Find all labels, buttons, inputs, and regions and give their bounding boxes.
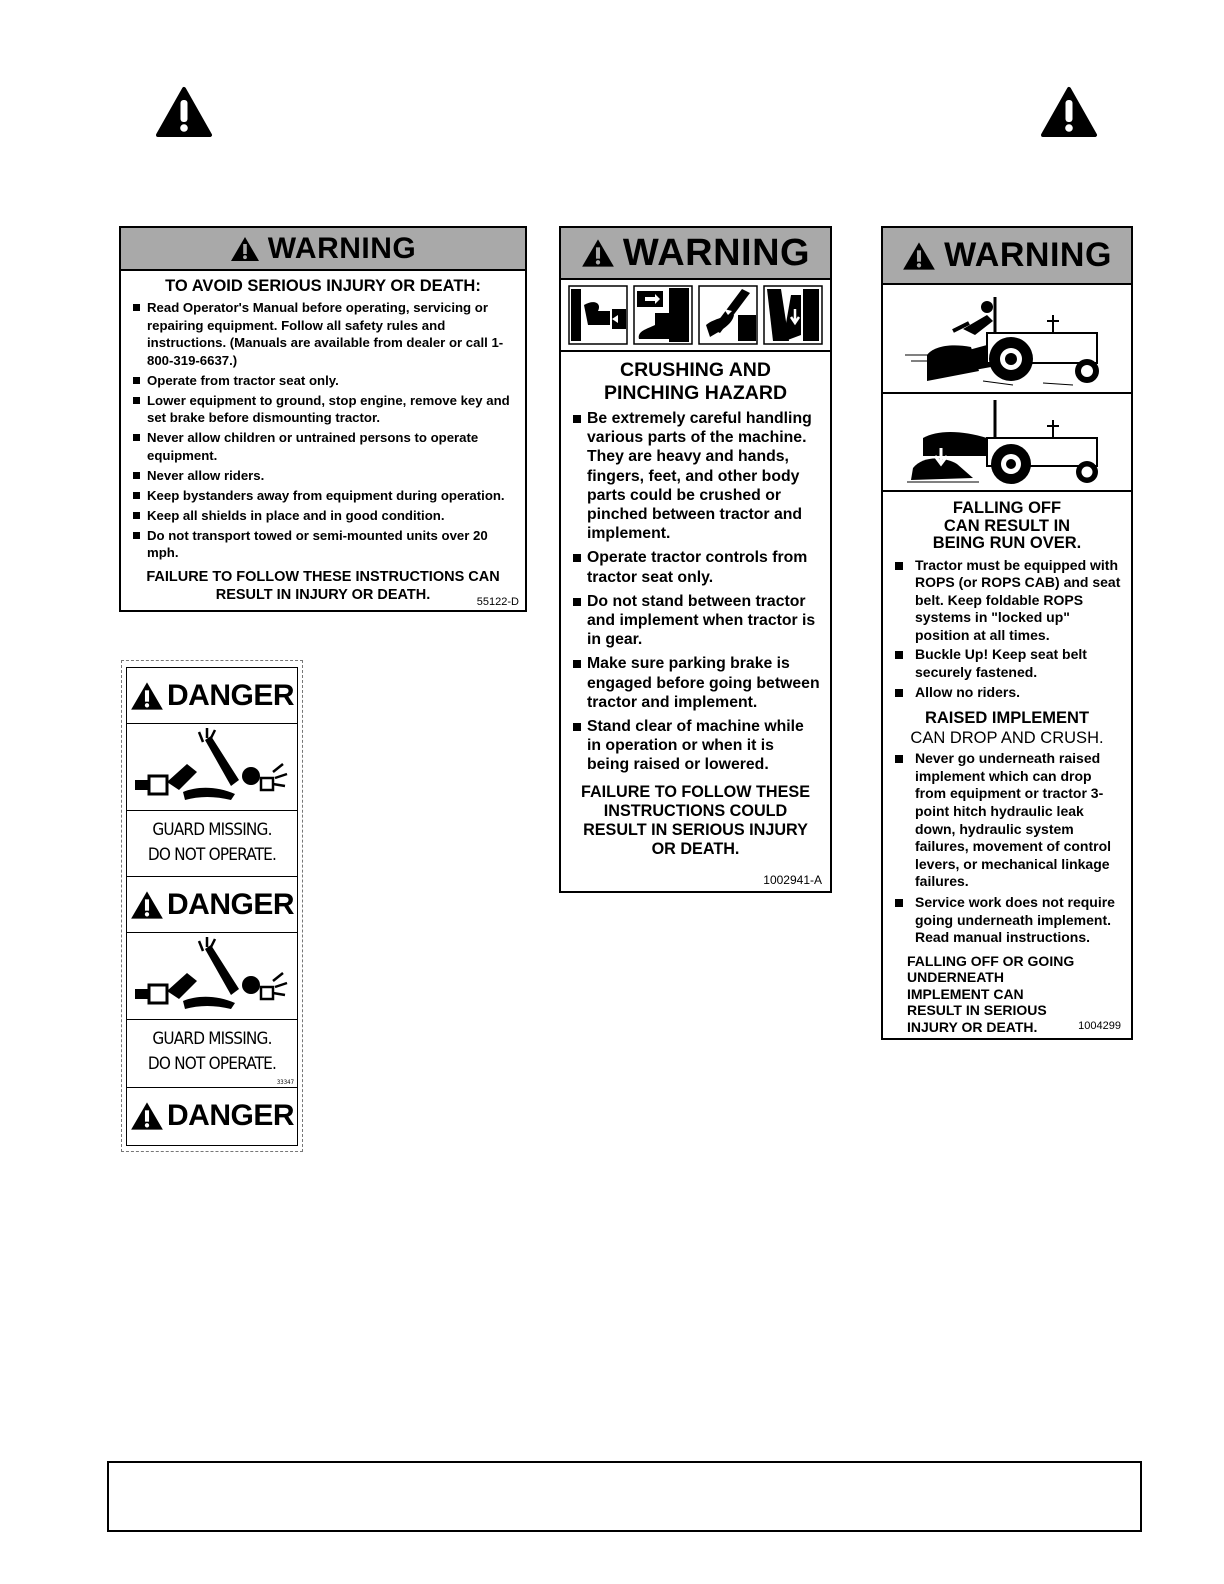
list-item: Allow no riders. (893, 684, 1123, 702)
heading-line: CAN RESULT IN (943, 516, 1071, 535)
list-item: Never go underneath raised implement which can drop from equipment or tractor 3-point hitch hydraulic leak down, hydraulic system failures, movement of control levers, or mechanical linkage failures. (893, 750, 1123, 891)
hand-pinch-icon (698, 285, 758, 345)
decal-heading: TO AVOID SERIOUS INJURY OR DEATH: (165, 277, 481, 295)
warning-triangle-icon (130, 1101, 164, 1131)
danger-header (127, 668, 297, 724)
decal-footer: FAILURE TO FOLLOW THESE INSTRUCTIONS CAN RESULT IN INJURY OR DEATH. (146, 568, 500, 603)
driveline-entanglement-icon (127, 933, 296, 1018)
hand-crush-icon (568, 285, 628, 345)
list-item: Never allow riders. (131, 467, 517, 485)
warning-triangle-icon (130, 890, 164, 920)
warning-triangle-icon (1040, 86, 1098, 138)
decal-footer: FALLING OFF OR GOING UNDERNEATH IMPLEMENT CAN RESULT IN SERIOUS INJURY OR DEATH. (907, 952, 1075, 1035)
list-item: Lower equipment to ground, stop engine, remove key and set brake before dismounting tractor. (131, 392, 517, 427)
warning-triangle-icon (130, 681, 164, 711)
list-item: Make sure parking brake is engaged before going between tractor and implement. (571, 654, 820, 712)
decal-code: 1004299 (1078, 1020, 1121, 1032)
warning-decal-55122 (119, 226, 527, 612)
list-item: Buckle Up! Keep seat belt securely fastened. (893, 646, 1123, 681)
signal-word: DANGER (166, 1099, 294, 1132)
signal-word: WARNING (944, 236, 1112, 274)
warning-header (121, 228, 525, 271)
safety-instructions-list (893, 557, 1123, 702)
list-item: Keep bystanders away from equipment during operation. (131, 487, 517, 505)
safety-instructions-list (571, 409, 820, 775)
decal-footer: FAILURE TO FOLLOW THESE INSTRUCTIONS COULD RESULT IN SERIOUS INJURY OR DEATH. (580, 782, 811, 859)
list-item: Service work does not require going underneath implement. Read manual instructions. (893, 894, 1123, 947)
foot-crush-icon (633, 285, 693, 345)
list-item: Operate tractor controls from tractor seat only. (571, 548, 820, 586)
danger-decal-sheet (121, 660, 303, 1152)
heading-line: PINCHING HAZARD (603, 382, 788, 404)
footer-box (107, 1461, 1142, 1532)
danger-message (127, 811, 297, 877)
driveline-entanglement-icon (127, 724, 296, 809)
falling-off-tractor-icon (883, 285, 1131, 392)
message-line: DO NOT OPERATE. (147, 845, 277, 865)
warning-header (883, 228, 1131, 285)
warning-triangle-icon (902, 241, 936, 271)
signal-word: DANGER (166, 887, 294, 921)
pictogram-panel (883, 394, 1131, 492)
pictogram-panel (127, 724, 297, 811)
list-item: Do not stand between tractor and implement when tractor is in gear. (571, 592, 820, 650)
crushed-under-implement-icon (883, 394, 1131, 490)
list-item: Read Operator's Manual before operating, servicing or repairing equipment. Follow all safety rules and instructions. (Manuals are available from dealer or call 1-800-319-6637.) (131, 299, 517, 369)
danger-header (127, 1088, 297, 1144)
warning-decal-1004299 (881, 226, 1133, 1040)
heading-line: BEING RUN OVER. (932, 534, 1082, 552)
message-line: GUARD MISSING. (152, 1029, 272, 1049)
signal-word: DANGER (166, 678, 294, 712)
safety-instructions-list (131, 299, 517, 562)
pictogram-panel (127, 933, 297, 1020)
hazard-heading (883, 708, 1131, 748)
danger-header (127, 877, 297, 933)
message-line: GUARD MISSING. (152, 820, 272, 840)
warning-header (561, 228, 830, 280)
pictogram-row (561, 280, 830, 352)
list-item: Tractor must be equipped with ROPS (or ROPS CAB) and seat belt. Keep foldable ROPS systems in "locked up" position at all times. (893, 557, 1123, 645)
decal-code: 55122-D (476, 596, 519, 608)
hazard-heading (883, 500, 1131, 553)
list-item: Never allow children or untrained persons to operate equipment. (131, 429, 517, 464)
list-item: Be extremely careful handling various parts of the machine. They are heavy and hands, fingers, feet, and other body parts could be crushed or pinched between tractor and implement. (571, 409, 820, 543)
signal-word: WARNING (267, 231, 417, 265)
list-item: Stand clear of machine while in operation or when it is being raised or lowered. (571, 717, 820, 775)
warning-triangle-icon (155, 86, 213, 138)
heading-line: CRUSHING AND (620, 359, 771, 381)
heading-line: CAN DROP AND CRUSH. (910, 729, 1104, 748)
message-line: DO NOT OPERATE. (147, 1054, 277, 1074)
hazard-heading (561, 359, 830, 405)
warning-triangle-icon (581, 238, 615, 268)
heading-line: RAISED IMPLEMENT (924, 709, 1090, 728)
danger-decal-33347 (126, 667, 298, 1146)
warning-triangle-icon (230, 236, 260, 262)
pictogram-panel (883, 285, 1131, 394)
danger-message (127, 1020, 297, 1088)
warning-decal-1002941 (559, 226, 832, 893)
foot-pinch-icon (763, 285, 823, 345)
safety-instructions-list (893, 750, 1123, 947)
list-item: Keep all shields in place and in good condition. (131, 507, 517, 525)
signal-word: WARNING (622, 231, 811, 274)
list-item: Operate from tractor seat only. (131, 372, 517, 390)
decal-code: 1002941-A (763, 873, 822, 887)
decal-code: 33347 (276, 1079, 294, 1086)
heading-line: FALLING OFF (952, 499, 1062, 517)
list-item: Do not transport towed or semi-mounted units over 20 mph. (131, 527, 517, 562)
